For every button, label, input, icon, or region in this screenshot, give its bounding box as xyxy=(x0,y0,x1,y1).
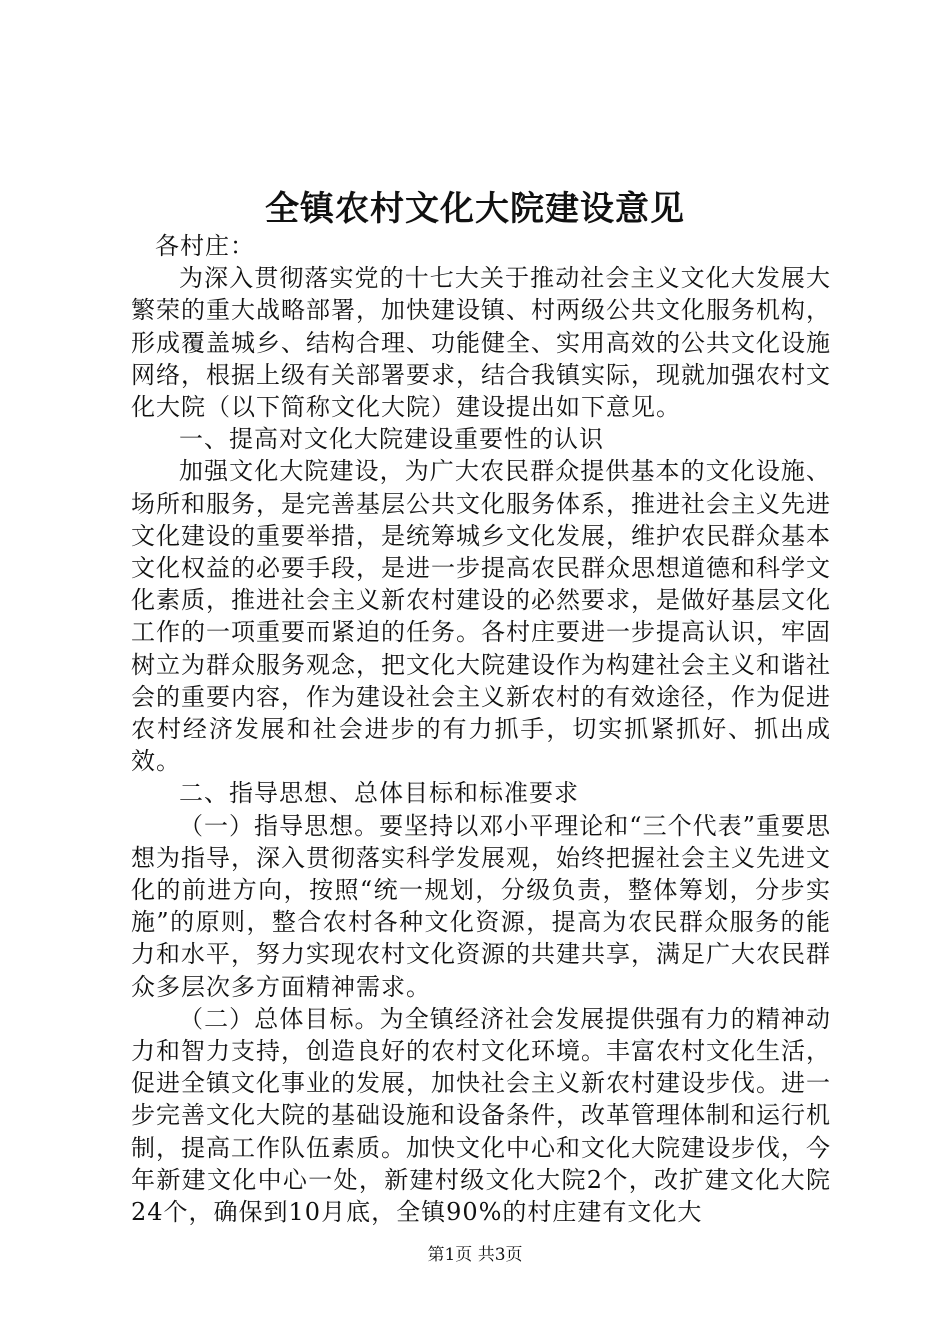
paragraph-overall-goal: （二）总体目标。为全镇经济社会发展提供强有力的精神动力和智力支持，创造良好的农村文化环境。丰富农村文化生活，促进全镇文化事业的发展，加快社会主义新农村建设步伐。进一步完善文化大院的基础设施和设备条件，改革管理体制和运行机制，提高工作队伍素质。加快文化中心和文化大院建设步伐，今年新建文化中心一处，新建村级文化大院2个，改扩建文化大院24个，确保到10月底，全镇90%的村庄建有文化大 xyxy=(131,1004,831,1227)
section-heading-2: 二、指导思想、总体目标和标准要求 xyxy=(179,779,579,808)
paragraph-importance: 加强文化大院建设，为广大农民群众提供基本的文化设施、场所和服务，是完善基层公共文化服务体系，推进社会主义先进文化建设的重要举措，是统筹城乡文化发展，维护农民群众基本文化权益的必要手段，是进一步提高农民群众思想道德和科学文化素质，推进社会主义新农村建设的必然要求，是做好基层文化工作的一项重要而紧迫的任务。各村庄要进一步提高认识，牢固树立为群众服务观念，把文化大院建设作为构建社会主义和谐社会的重要内容，作为建设社会主义新农村的有效途径，作为促进农村经济发展和社会进步的有力抓手，切实抓紧抓好、抓出成效。 xyxy=(131,457,831,776)
paragraph-intro: 为深入贯彻落实党的十七大关于推动社会主义文化大发展大繁荣的重大战略部署，加快建设镇、村两级公共文化服务机构，形成覆盖城乡、结构合理、功能健全、实用高效的公共文化设施网络，根据上级有关部署要求，结合我镇实际，现就加强农村文化大院（以下简称文化大院）建设提出如下意见。 xyxy=(131,264,831,422)
document-title: 全镇农村文化大院建设意见 xyxy=(265,189,685,229)
document-body xyxy=(131,230,831,1228)
salutation: 各村庄： xyxy=(155,232,255,260)
paragraph-guiding-thought: （一）指导思想。要坚持以邓小平理论和“三个代表”重要思想为指导，深入贯彻落实科学发展观，始终把握社会主义先进文化的前进方向，按照“统一规划，分级负责，整体筹划，分步实施”的原则，整合农村各种文化资源，提高为农民群众服务的能力和水平，努力实现农村文化资源的共建共享，满足广大农民群众多层次多方面精神需求。 xyxy=(131,811,831,1001)
page-footer: 第1页 共3页 xyxy=(427,1245,523,1265)
section-heading-1: 一、提高对文化大院建设重要性的认识 xyxy=(179,425,604,454)
